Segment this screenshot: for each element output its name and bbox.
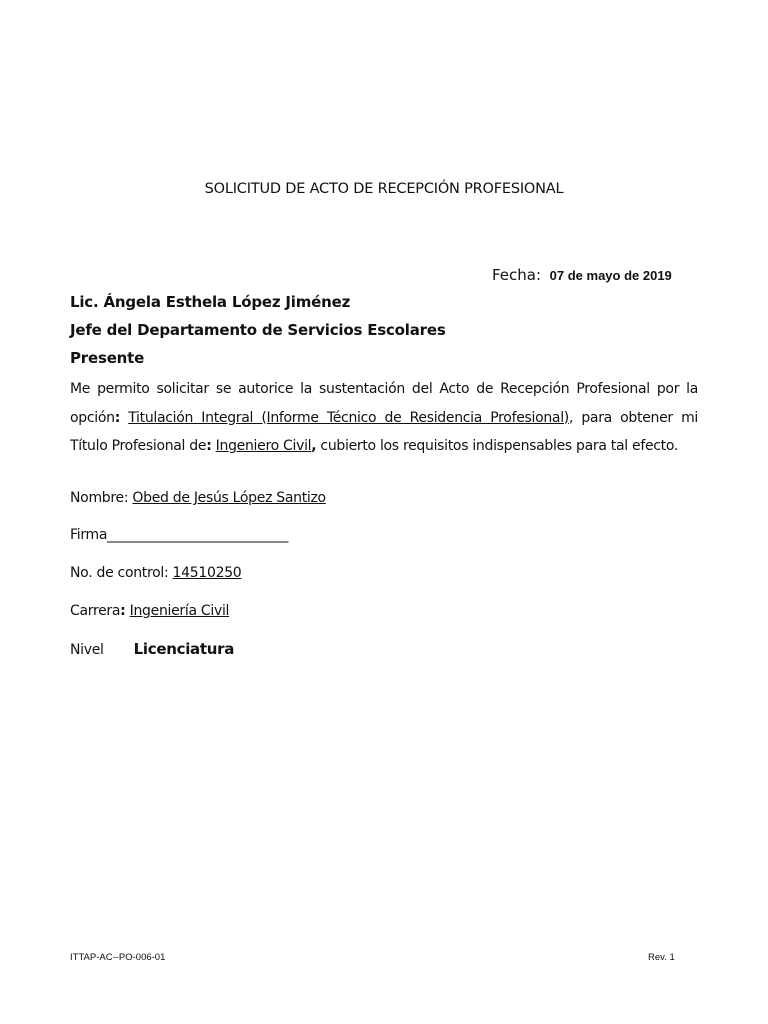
name-value: Obed de Jesús López Santizo <box>132 490 326 506</box>
career-colon: : <box>120 603 126 619</box>
date-line <box>492 266 672 284</box>
body-intro: Me permito solicitar se autorice la sustentación del Acto de Recepción Profesional por la opción <box>70 381 698 426</box>
level-value: Licenciatura <box>133 640 235 658</box>
level-label: Nivel <box>70 642 104 658</box>
document-title: SOLICITUD DE ACTO DE RECEPCIÓN PROFESIONAL <box>204 181 564 197</box>
salutation: Presente <box>70 349 145 367</box>
recipient-name: Lic. Ángela Esthela López Jiménez <box>70 293 351 311</box>
signature-label: Firma <box>70 527 108 543</box>
control-number-label: No. de control: <box>70 565 169 581</box>
career-label: Carrera <box>70 603 121 619</box>
signature-field <box>70 527 288 543</box>
career-value: Ingeniería Civil <box>129 603 230 619</box>
recipient-position: Jefe del Departamento de Servicios Escolares <box>70 321 446 339</box>
signature-line: ___________________________ <box>107 527 289 543</box>
body-colon-2: : <box>206 438 212 454</box>
body-middle: , para obtener mi Título Profesional de <box>70 409 698 454</box>
body-colon: : <box>114 409 120 426</box>
date-value: 07 de mayo de 2019 <box>549 268 672 283</box>
request-paragraph <box>70 375 698 461</box>
date-label: Fecha: <box>492 266 542 284</box>
footer-document-code: ITTAP-AC--PO-006-01 <box>70 952 166 963</box>
footer-revision: Rev. 1 <box>648 952 675 963</box>
level-field <box>70 640 234 658</box>
titulation-option: Titulación Integral (Informe Técnico de Residencia Profesional) <box>128 409 569 426</box>
body-comma: , <box>311 438 317 454</box>
name-field <box>70 490 326 506</box>
degree-title: Ingeniero Civil <box>215 438 312 454</box>
career-field <box>70 603 229 619</box>
control-number-value: 14510250 <box>172 565 242 581</box>
body-end: cubierto los requisitos indispensables para tal efecto. <box>316 438 679 454</box>
name-label: Nombre: <box>70 490 129 506</box>
control-number-field <box>70 565 241 581</box>
